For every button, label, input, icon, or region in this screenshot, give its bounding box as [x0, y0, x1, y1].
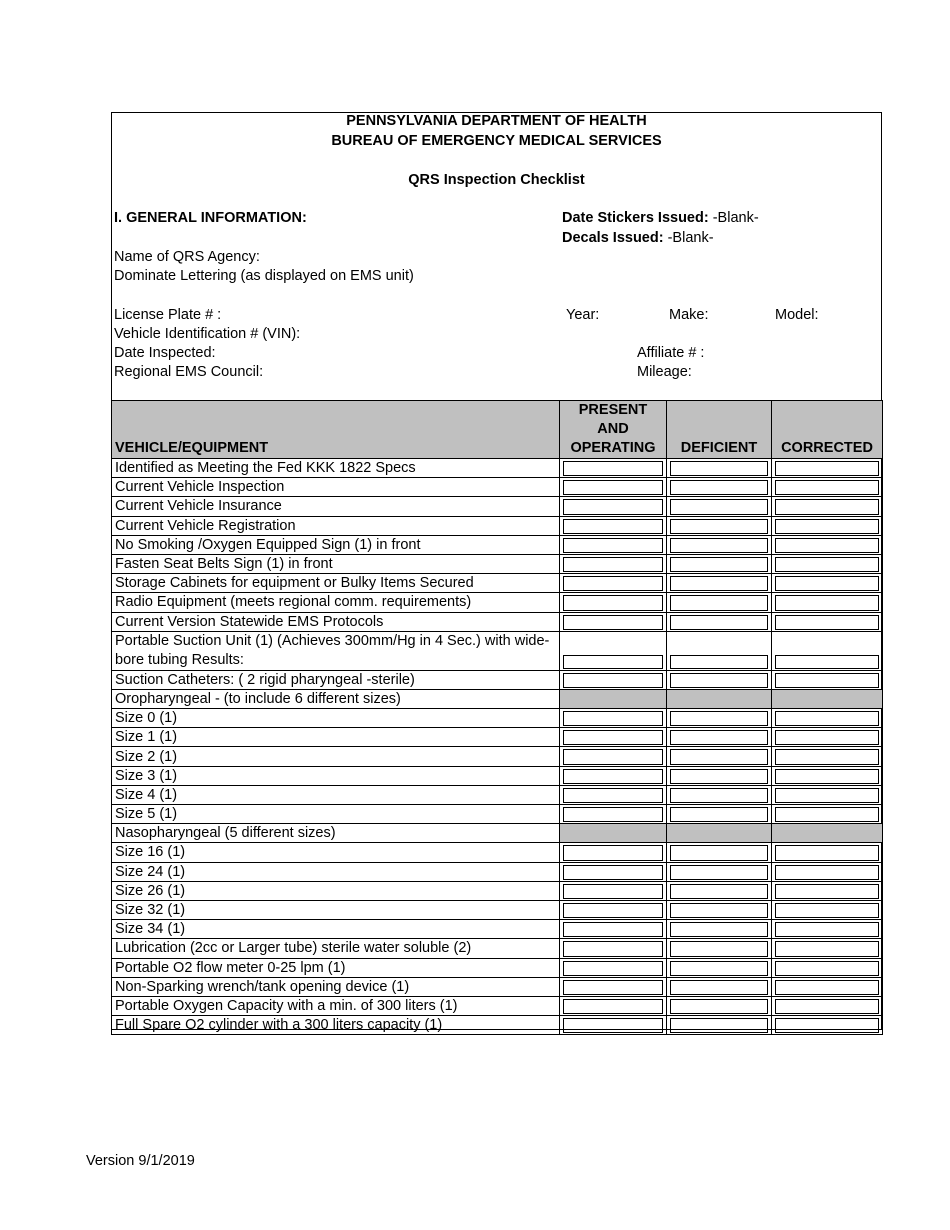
stickers-label: Date Stickers Issued: [562, 210, 709, 226]
corrected-cell[interactable] [772, 612, 883, 631]
corrected-checkbox[interactable] [775, 730, 879, 745]
present-cell[interactable] [560, 996, 667, 1015]
deficient-checkbox[interactable] [670, 749, 768, 764]
table-row [112, 805, 883, 824]
present-checkbox[interactable] [563, 711, 663, 726]
dept-title: PENNSYLVANIA DEPARTMENT OF HEALTH [346, 113, 647, 129]
present-checkbox[interactable] [563, 749, 663, 764]
row-label: Size 32 (1) [112, 900, 560, 919]
corrected-cell[interactable] [772, 670, 883, 689]
corrected-checkbox[interactable] [775, 1018, 879, 1033]
corrected-cell[interactable] [772, 881, 883, 900]
present-cell[interactable] [560, 805, 667, 824]
deficient-cell[interactable] [667, 958, 772, 977]
row-label: Portable Oxygen Capacity with a min. of 300 liters (1) [112, 996, 560, 1015]
present-checkbox[interactable] [563, 557, 663, 572]
make-label: Make: [669, 307, 709, 323]
corrected-checkbox[interactable] [775, 845, 879, 860]
corrected-cell[interactable] [772, 977, 883, 996]
corrected-checkbox[interactable] [775, 519, 879, 534]
deficient-cell[interactable] [667, 709, 772, 728]
decals-value[interactable]: -Blank- [667, 230, 714, 246]
deficient-checkbox[interactable] [670, 845, 768, 860]
deficient-cell[interactable] [667, 766, 772, 785]
row-label: Size 34 (1) [112, 920, 560, 939]
deficient-checkbox[interactable] [670, 903, 768, 918]
table-row [112, 958, 883, 977]
corrected-checkbox[interactable] [775, 999, 879, 1014]
present-checkbox[interactable] [563, 999, 663, 1014]
corrected-cell[interactable] [772, 766, 883, 785]
table-row [112, 977, 883, 996]
date-inspected-label: Date Inspected: [114, 345, 216, 361]
corrected-cell[interactable] [772, 939, 883, 958]
version-footer: Version 9/1/2019 [86, 1153, 195, 1169]
row-label: Portable Suction Unit (1) (Achieves 300mm/Hg in 4 Sec.) with wide-bore tubing Results: [112, 631, 560, 670]
deficient-cell[interactable] [667, 805, 772, 824]
section-title: I. GENERAL INFORMATION: [114, 210, 307, 226]
corrected-checkbox[interactable] [775, 807, 879, 822]
deficient-cell[interactable] [667, 459, 772, 478]
present-cell[interactable] [560, 920, 667, 939]
deficient-checkbox[interactable] [670, 615, 768, 630]
present-cell[interactable] [560, 747, 667, 766]
row-label: Size 24 (1) [112, 862, 560, 881]
deficient-cell[interactable] [667, 920, 772, 939]
row-label: Size 1 (1) [112, 728, 560, 747]
table-row [112, 612, 883, 631]
corrected-cell[interactable] [772, 459, 883, 478]
present-cell[interactable] [560, 631, 667, 670]
row-label: Current Vehicle Registration [112, 516, 560, 535]
corrected-cell[interactable] [772, 497, 883, 516]
deficient-checkbox[interactable] [670, 595, 768, 610]
col-item-header: VEHICLE/EQUIPMENT [112, 401, 560, 459]
table-row [112, 709, 883, 728]
present-cell[interactable] [560, 881, 667, 900]
row-label: Size 16 (1) [112, 843, 560, 862]
shaded-cell [667, 824, 772, 843]
deficient-cell[interactable] [667, 574, 772, 593]
present-checkbox[interactable] [563, 519, 663, 534]
table-row [112, 728, 883, 747]
deficient-checkbox[interactable] [670, 884, 768, 899]
row-label: Suction Catheters: ( 2 rigid pharyngeal -sterile) [112, 670, 560, 689]
present-checkbox[interactable] [563, 655, 663, 669]
present-cell[interactable] [560, 958, 667, 977]
table-row [112, 459, 883, 478]
row-label: Current Vehicle Inspection [112, 478, 560, 497]
row-label: Size 0 (1) [112, 709, 560, 728]
present-cell[interactable] [560, 497, 667, 516]
table-row [112, 785, 883, 804]
agency-label: Name of QRS Agency: [114, 249, 260, 265]
present-cell[interactable] [560, 766, 667, 785]
present-cell[interactable] [560, 977, 667, 996]
vin-label: Vehicle Identification # (VIN): [114, 326, 301, 342]
deficient-checkbox[interactable] [670, 980, 768, 995]
row-label: Oropharyngeal - (to include 6 different sizes) [112, 689, 560, 708]
table-row-group-header [112, 689, 883, 708]
corrected-cell[interactable] [772, 593, 883, 612]
present-checkbox[interactable] [563, 499, 663, 514]
present-cell[interactable] [560, 728, 667, 747]
shaded-cell [560, 689, 667, 708]
corrected-cell[interactable] [772, 554, 883, 573]
deficient-cell[interactable] [667, 747, 772, 766]
decals-issued [562, 230, 714, 246]
corrected-checkbox[interactable] [775, 480, 879, 495]
present-checkbox[interactable] [563, 941, 663, 956]
corrected-checkbox[interactable] [775, 922, 879, 937]
corrected-cell[interactable] [772, 478, 883, 497]
deficient-cell[interactable] [667, 497, 772, 516]
stickers-value[interactable]: -Blank- [712, 210, 759, 226]
present-cell[interactable] [560, 478, 667, 497]
mileage-label: Mileage: [637, 364, 692, 380]
deficient-cell[interactable] [667, 862, 772, 881]
present-checkbox[interactable] [563, 980, 663, 995]
corrected-checkbox[interactable] [775, 576, 879, 591]
table-row [112, 996, 883, 1015]
row-label: Current Version Statewide EMS Protocols [112, 612, 560, 631]
deficient-cell[interactable] [667, 670, 772, 689]
year-label: Year: [566, 307, 600, 323]
deficient-cell[interactable] [667, 631, 772, 670]
present-checkbox[interactable] [563, 807, 663, 822]
corrected-cell[interactable] [772, 747, 883, 766]
corrected-checkbox[interactable] [775, 884, 879, 899]
deficient-checkbox[interactable] [670, 807, 768, 822]
deficient-cell[interactable] [667, 728, 772, 747]
corrected-checkbox[interactable] [775, 655, 879, 669]
table-header [112, 401, 883, 459]
table-row [112, 900, 883, 919]
corrected-checkbox[interactable] [775, 903, 879, 918]
corrected-checkbox[interactable] [775, 538, 879, 553]
present-checkbox[interactable] [563, 961, 663, 976]
present-checkbox[interactable] [563, 1018, 663, 1033]
deficient-cell[interactable] [667, 996, 772, 1015]
table-row [112, 535, 883, 554]
present-checkbox[interactable] [563, 922, 663, 937]
deficient-cell[interactable] [667, 1016, 772, 1035]
page-title: QRS Inspection Checklist [408, 172, 585, 188]
row-label: Size 5 (1) [112, 805, 560, 824]
corrected-cell[interactable] [772, 1016, 883, 1035]
deficient-cell[interactable] [667, 881, 772, 900]
deficient-checkbox[interactable] [670, 557, 768, 572]
shaded-cell [772, 689, 883, 708]
corrected-checkbox[interactable] [775, 788, 879, 803]
deficient-cell[interactable] [667, 843, 772, 862]
row-label: Size 2 (1) [112, 747, 560, 766]
corrected-checkbox[interactable] [775, 749, 879, 764]
present-checkbox[interactable] [563, 461, 663, 476]
deficient-checkbox[interactable] [670, 538, 768, 553]
col-present-line1: PRESENT [578, 402, 648, 418]
col-present-line3: OPERATING [570, 440, 656, 456]
corrected-cell[interactable] [772, 516, 883, 535]
present-cell[interactable] [560, 459, 667, 478]
affiliate-label: Affiliate # : [637, 345, 705, 361]
table-row [112, 747, 883, 766]
corrected-checkbox[interactable] [775, 557, 879, 572]
corrected-checkbox[interactable] [775, 673, 879, 688]
deficient-checkbox[interactable] [670, 1018, 768, 1033]
corrected-checkbox[interactable] [775, 461, 879, 476]
shaded-cell [772, 824, 883, 843]
present-cell[interactable] [560, 516, 667, 535]
corrected-checkbox[interactable] [775, 615, 879, 630]
table-row [112, 670, 883, 689]
deficient-checkbox[interactable] [670, 999, 768, 1014]
corrected-cell[interactable] [772, 996, 883, 1015]
deficient-checkbox[interactable] [670, 673, 768, 688]
deficient-cell[interactable] [667, 900, 772, 919]
table-row [112, 920, 883, 939]
deficient-checkbox[interactable] [670, 788, 768, 803]
present-checkbox[interactable] [563, 845, 663, 860]
present-cell[interactable] [560, 535, 667, 554]
corrected-cell[interactable] [772, 631, 883, 670]
shaded-cell [667, 689, 772, 708]
present-checkbox[interactable] [563, 884, 663, 899]
present-checkbox[interactable] [563, 576, 663, 591]
corrected-checkbox[interactable] [775, 941, 879, 956]
deficient-checkbox[interactable] [670, 519, 768, 534]
present-cell[interactable] [560, 554, 667, 573]
deficient-cell[interactable] [667, 593, 772, 612]
plate-label: License Plate # : [114, 307, 222, 323]
present-cell[interactable] [560, 612, 667, 631]
row-label: Full Spare O2 cylinder with a 300 liters capacity (1) [112, 1016, 560, 1035]
deficient-checkbox[interactable] [670, 941, 768, 956]
corrected-cell[interactable] [772, 958, 883, 977]
row-label: Non-Sparking wrench/tank opening device (1) [112, 977, 560, 996]
corrected-cell[interactable] [772, 862, 883, 881]
present-cell[interactable] [560, 900, 667, 919]
deficient-checkbox[interactable] [670, 576, 768, 591]
deficient-cell[interactable] [667, 554, 772, 573]
corrected-cell[interactable] [772, 805, 883, 824]
col-corrected-header: CORRECTED [772, 401, 883, 459]
col-present-line2: AND [597, 421, 629, 437]
corrected-cell[interactable] [772, 900, 883, 919]
deficient-checkbox[interactable] [670, 499, 768, 514]
row-label: Size 4 (1) [112, 785, 560, 804]
deficient-cell[interactable] [667, 535, 772, 554]
deficient-checkbox[interactable] [670, 865, 768, 880]
deficient-cell[interactable] [667, 478, 772, 497]
model-label: Model: [775, 307, 819, 323]
deficient-checkbox[interactable] [670, 480, 768, 495]
corrected-checkbox[interactable] [775, 865, 879, 880]
present-cell[interactable] [560, 862, 667, 881]
table-row [112, 631, 883, 670]
table-row [112, 478, 883, 497]
corrected-cell[interactable] [772, 574, 883, 593]
col-deficient-header: DEFICIENT [667, 401, 772, 459]
deficient-checkbox[interactable] [670, 711, 768, 726]
present-cell[interactable] [560, 709, 667, 728]
deficient-cell[interactable] [667, 612, 772, 631]
deficient-checkbox[interactable] [670, 961, 768, 976]
deficient-checkbox[interactable] [670, 461, 768, 476]
decals-label: Decals Issued: [562, 230, 664, 246]
present-cell[interactable] [560, 939, 667, 958]
present-checkbox[interactable] [563, 615, 663, 630]
present-checkbox[interactable] [563, 903, 663, 918]
present-cell[interactable] [560, 593, 667, 612]
corrected-checkbox[interactable] [775, 595, 879, 610]
corrected-checkbox[interactable] [775, 961, 879, 976]
table-row [112, 1016, 883, 1035]
deficient-checkbox[interactable] [670, 769, 768, 784]
present-checkbox[interactable] [563, 673, 663, 688]
present-cell[interactable] [560, 843, 667, 862]
row-label: Size 3 (1) [112, 766, 560, 785]
corrected-cell[interactable] [772, 920, 883, 939]
present-cell[interactable] [560, 1016, 667, 1035]
present-checkbox[interactable] [563, 538, 663, 553]
row-label: Fasten Seat Belts Sign (1) in front [112, 554, 560, 573]
corrected-cell[interactable] [772, 785, 883, 804]
row-label: Nasopharyngeal (5 different sizes) [112, 824, 560, 843]
table-row [112, 843, 883, 862]
present-checkbox[interactable] [563, 595, 663, 610]
corrected-cell[interactable] [772, 728, 883, 747]
deficient-cell[interactable] [667, 939, 772, 958]
corrected-cell[interactable] [772, 535, 883, 554]
present-checkbox[interactable] [563, 788, 663, 803]
present-checkbox[interactable] [563, 480, 663, 495]
council-label: Regional EMS Council: [114, 364, 264, 380]
deficient-checkbox[interactable] [670, 655, 768, 669]
table-row [112, 593, 883, 612]
deficient-checkbox[interactable] [670, 922, 768, 937]
deficient-checkbox[interactable] [670, 730, 768, 745]
table-row [112, 497, 883, 516]
corrected-checkbox[interactable] [775, 711, 879, 726]
corrected-cell[interactable] [772, 843, 883, 862]
present-cell[interactable] [560, 574, 667, 593]
row-label: Lubrication (2cc or Larger tube) sterile water soluble (2) [112, 939, 560, 958]
row-label: No Smoking /Oxygen Equipped Sign (1) in front [112, 535, 560, 554]
table-row [112, 862, 883, 881]
table-row [112, 939, 883, 958]
row-label: Current Vehicle Insurance [112, 497, 560, 516]
row-label: Radio Equipment (meets regional comm. requirements) [112, 593, 560, 612]
table-row-group-header [112, 824, 883, 843]
bureau-title: BUREAU OF EMERGENCY MEDICAL SERVICES [331, 133, 662, 149]
present-cell[interactable] [560, 670, 667, 689]
col-present-header [560, 401, 667, 459]
deficient-cell[interactable] [667, 977, 772, 996]
table-row [112, 554, 883, 573]
checklist-table [111, 400, 883, 1035]
row-label: Storage Cabinets for equipment or Bulky Items Secured [112, 574, 560, 593]
corrected-checkbox[interactable] [775, 769, 879, 784]
date-stickers [562, 210, 759, 226]
present-checkbox[interactable] [563, 865, 663, 880]
row-label: Size 26 (1) [112, 881, 560, 900]
corrected-cell[interactable] [772, 709, 883, 728]
corrected-checkbox[interactable] [775, 980, 879, 995]
table-row [112, 766, 883, 785]
deficient-cell[interactable] [667, 516, 772, 535]
row-label: Portable O2 flow meter 0-25 lpm (1) [112, 958, 560, 977]
table-row [112, 516, 883, 535]
present-cell[interactable] [560, 785, 667, 804]
present-checkbox[interactable] [563, 730, 663, 745]
deficient-cell[interactable] [667, 785, 772, 804]
table-row [112, 574, 883, 593]
row-label: Identified as Meeting the Fed KKK 1822 Specs [112, 459, 560, 478]
table-row [112, 881, 883, 900]
present-checkbox[interactable] [563, 769, 663, 784]
shaded-cell [560, 824, 667, 843]
corrected-checkbox[interactable] [775, 499, 879, 514]
lettering-label: Dominate Lettering (as displayed on EMS unit) [114, 268, 414, 284]
